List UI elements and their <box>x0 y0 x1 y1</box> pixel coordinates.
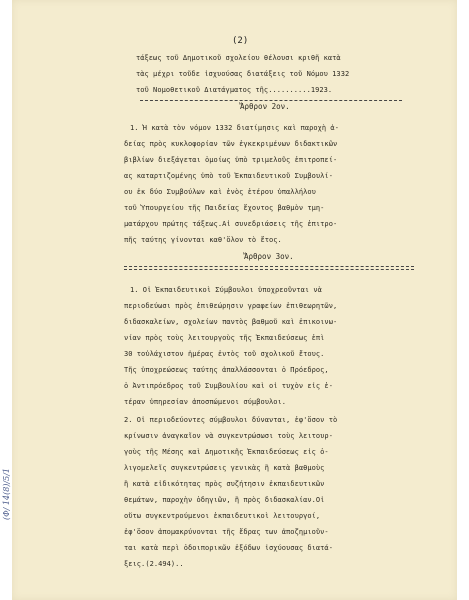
article-line: δείας πρὸς κυκλοφορίαν τῶν ἐγκεκριμένων διδακτικῶν <box>124 140 338 148</box>
article-line: κρίνωσιν ἀναγκαῖον νὰ συγκεντρώσωσι τοὺς λειτουρ- <box>124 432 333 440</box>
margin-handwritten-note: (Φ/ 14(8)/5/1 <box>2 468 11 520</box>
article-line: ξεις.(2.494).. <box>124 560 184 568</box>
article-line: οὕτω συγκεντρούμενοι ἐκπαιδευτικοὶ λειτουργοί, <box>124 512 321 520</box>
article-line: 1. Ἡ κατὰ τὸν νόμον 1332 διατίμησις καὶ παροχὴ ἀ- <box>130 124 339 132</box>
article-line: πῆς ταύτης γίνονται καθ'ὅλον τὸ ἔτος. <box>124 236 282 244</box>
section-divider <box>124 269 414 270</box>
article-line: γοὺς τῆς Μέσης καὶ Δημοτικῆς Ἐκπαιδεύσεως εἰς ὀ- <box>124 448 329 456</box>
article-line: 30 τοὐλάχιστον ἡμέρας ἐντὸς τοῦ σχολικοῦ ἔτους. <box>124 350 325 358</box>
section-divider <box>140 100 402 101</box>
article-line: ται κατὰ περὶ ὁδοιπορικῶν ἐξόδων ἰσχύουσας διατά- <box>124 544 333 552</box>
article-line: 1. Οἱ Ἐκπαιδευτικοὶ Σύμβουλοι ὑποχρεοῦνται νὰ <box>130 286 322 294</box>
article-line: ου ἐκ δύο Συμβούλων καὶ ἑνὸς ἑτέρου ὑπαλλήλου <box>124 188 316 196</box>
intro-line: τοῦ Νομοθετικοῦ Διατάγματος τῆς..........1923. <box>136 86 333 94</box>
article-2-heading: Ἄρθρον 2ον. <box>240 102 290 111</box>
article-line: ματάρχου πρώτης τάξεως.Αἱ συνεδριάσεις τῆς ἐπιτρο- <box>124 220 338 228</box>
article-line: ἢ κατὰ εἰδικότητας πρὸς συζήτησιν ἐκπαιδευτικῶν <box>124 480 325 488</box>
article-line: διδασκαλείων, σχολείων παντὸς βαθμοῦ καὶ ἐπικοινω- <box>124 318 338 326</box>
article-line: ὁ Ἀντιπρόεδρος τοῦ Συμβουλίου καὶ οἱ τυχὸν εἰς ἑ- <box>124 382 333 390</box>
intro-line: τὰς μέχρι τοῦδε ἰσχυούσας διατάξεις τοῦ Νόμου 1332 <box>136 70 350 78</box>
intro-line: τάξεως τοῦ Δημοτικοῦ σχολείου θέλουσι κριθῆ κατὰ <box>136 54 341 62</box>
article-line: ἐφ'ὅσον ἀπομακρύνονται τῆς ἕδρας των ἀποζημιοῦν- <box>124 528 329 536</box>
article-line: βιβλίων διεξάγεται ὁμοίως ὑπὸ τριμελοῦς ἐπιτροπεί- <box>124 156 338 164</box>
article-line: λιγομελεῖς συγκεντρώσεις γενικὰς ἢ κατὰ βαθμοὺς <box>124 464 325 472</box>
article-line: θεμάτων, παροχὴν ὁδηγιῶν, ἢ πρὸς διδασκαλίαν.Οἱ <box>124 496 325 504</box>
article-line: Τῆς ὑποχρεώσεως ταύτης ἀπαλλάσσονται ὁ Πρόεδρος, <box>124 366 329 374</box>
article-line: ας καταρτιζομένης ὑπὸ τοῦ Ἐκπαιδευτικοῦ Συμβουλί- <box>124 172 333 180</box>
article-line: τέραν ὑπηρεσίαν ἀποσπώμενοι σύμβουλοι. <box>124 398 287 406</box>
article-line: νίαν πρὸς τοὺς λειτουργοὺς τῆς Ἐκπαιδεύσεως ἐπὶ <box>124 334 325 342</box>
article-line: 2. Οἱ περιοδεύοντες σύμβουλοι δύνανται, ἐφ'ὅσον τὸ <box>124 416 338 424</box>
article-line: τοῦ Ὑπουργείου τῆς Παιδείας ἔχοντος βαθμὸν τμη- <box>124 204 325 212</box>
article-line: περιοδεύωσι πρὸς ἐπιθεώρησιν γραφείων ἐπιθεωρητῶν, <box>124 302 338 310</box>
section-divider <box>124 266 414 267</box>
article-3-heading: Ἄρθρον 3ον. <box>244 252 294 261</box>
page-number: (2) <box>232 36 249 46</box>
